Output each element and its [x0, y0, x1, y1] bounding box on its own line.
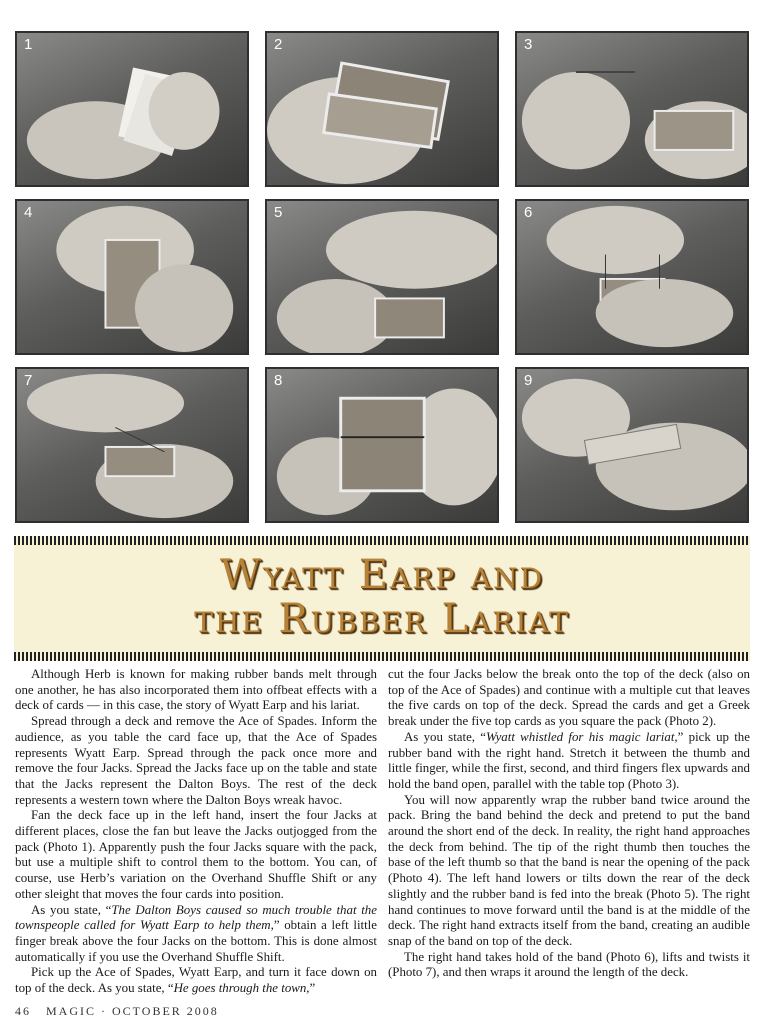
photo-6 [515, 199, 749, 355]
paragraph: Although Herb is known for making rubber bands melt through one another, he has also incorporated them into offbeat effects with a deck of cards — in this case, the story of Wyatt Earp and his lariat. [15, 667, 377, 713]
photo-number: 1 [24, 36, 33, 53]
photo-1 [15, 31, 249, 187]
title-band [14, 536, 750, 661]
decorative-rule [14, 536, 750, 545]
decorative-rule [14, 652, 750, 661]
photo-number: 8 [274, 372, 283, 389]
photo-2 [265, 31, 499, 187]
quote: He goes through the town, [173, 981, 310, 996]
photo-number: 5 [274, 204, 283, 221]
paragraph: You will now apparently wrap the rubber band twice around the pack. Bring the band behind the deck and pretend to put the band around the short end of the deck. In reality, the right hand approaches the deck from behind. The tip of the right thumb then touches the base of the left thumb so that the band is near the opening of the pack (Photo 4). The left hand lowers or tilts down the rear of the deck slightly and the rubber band is fed into the break (Photo 5). The right hand continues to move forward until the band is at the middle of the deck. The right hand extracts itself from the band, creating an audible snap of the band on top of the deck. [388, 792, 750, 948]
paragraph: As you state, “The Dalton Boys caused so much trouble that the townspeople called for Wyatt Earp to help them,” obtain a left little finger break above the four Jacks on the bottom. This is done almost automatically if you use the Overhand Shuffle Shift. [15, 902, 377, 964]
quote: Wyatt whistled for his magic lariat, [486, 729, 678, 744]
paragraph: The right hand takes hold of the band (Photo 6), lifts and twists it (Photo 7), and then wraps it around the length of the deck. [388, 949, 750, 980]
photo-5 [265, 199, 499, 355]
photo-7 [15, 367, 249, 523]
paragraph: As you state, “Wyatt whistled for his magic lariat,” pick up the rubber band with the right hand. Stretch it between the thumb and little finger, while the first, second, and third fingers flex upwards and hold the band open, parallel with the table top (Photo 3). [388, 729, 750, 791]
photo-8 [265, 367, 499, 523]
page-footer [15, 1004, 219, 1019]
magazine-issue: MAGIC · OCTOBER 2008 [46, 1004, 219, 1018]
paragraph: Fan the deck face up in the left hand, insert the four Jacks at different places, close the fan but leave the Jacks outjogged from the pack (Photo 1). Apparently push the four Jacks square with the pack, but use a multiple shift to control them to the bottom. You can, of course, use Herb’s variation on the Overhand Shuffle Shift or any other sleight that moves the four cards into position. [15, 808, 377, 901]
photo-number: 2 [274, 36, 283, 53]
body-column-left [15, 667, 377, 997]
photo-number: 3 [524, 36, 533, 53]
page-number: 46 [15, 1004, 31, 1018]
paragraph: Pick up the Ace of Spades, Wyatt Earp, and turn it face down on top of the deck. As you state, “He goes through the town,” [15, 965, 377, 996]
article-title-line-2: the Rubber Lariat [194, 596, 570, 642]
photo-number: 4 [24, 204, 33, 221]
quote: The Dalton Boys caused so much trouble that the townspeople called for Wyatt Earp to help them, [15, 902, 377, 933]
article-title-line-1: Wyatt Earp and [220, 552, 544, 598]
photo-3 [515, 31, 749, 187]
photo-number: 7 [24, 372, 33, 389]
paragraph: cut the four Jacks below the break onto the top of the deck (also on top of the Ace of Spades) and continue with a multiple cut that leaves the five cards on top of the deck. Spread the cards and get a Greek break under the five top cards as you square the pack (Photo 2). [388, 667, 750, 729]
photo-number: 6 [524, 204, 533, 221]
body-column-right [388, 667, 750, 981]
photo-4 [15, 199, 249, 355]
paragraph: Spread through a deck and remove the Ace of Spades. Inform the audience, as you table the card face up, that the Ace of Spades represents Wyatt Earp. Spread through the pack once more and remove the four Jacks. Spread the Jacks face up on the table and state that the Jacks represent the Dalton Boys. The rest of the deck represents a western town where the Dalton Boys wreak havoc. [15, 714, 377, 807]
photo-9 [515, 367, 749, 523]
photo-number: 9 [524, 372, 533, 389]
